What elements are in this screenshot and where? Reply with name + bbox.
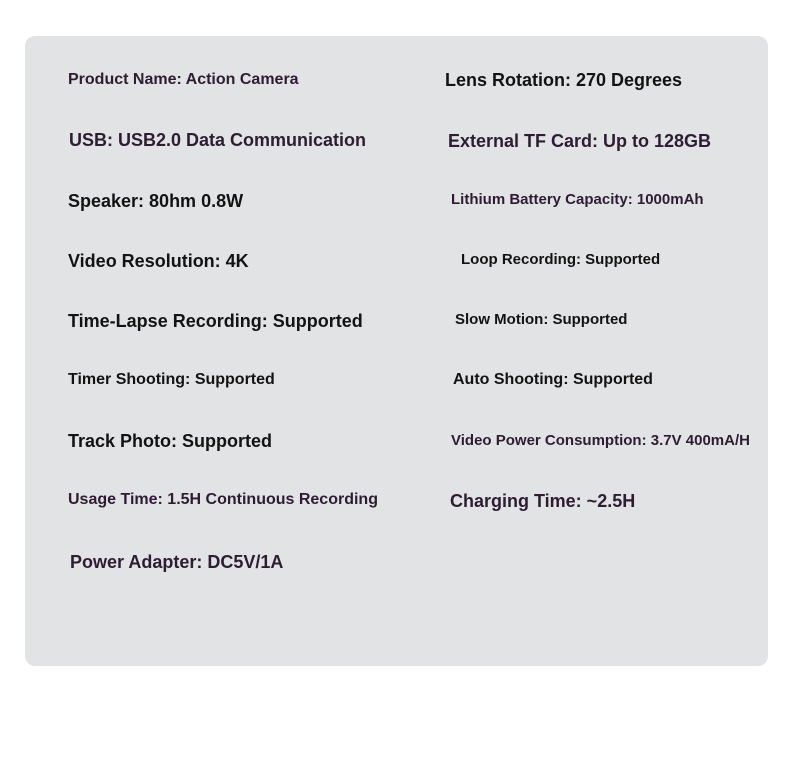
spec-track-photo: Track Photo: Supported [68,431,273,451]
spec-time-lapse: Time-Lapse Recording: Supported [68,311,363,331]
spec-slow-motion: Slow Motion: Supported [455,311,628,328]
spec-usb: USB: USB2.0 Data Communication [69,130,367,150]
spec-power-adapter: Power Adapter: DC5V/1A [70,552,284,572]
spec-timer-shooting: Timer Shooting: Supported [68,371,275,388]
spec-lens-rotation: Lens Rotation: 270 Degrees [445,70,683,90]
spec-video-resolution: Video Resolution: 4K [68,251,249,271]
spec-speaker: Speaker: 80hm 0.8W [68,191,244,211]
spec-video-power: Video Power Consumption: 3.7V 400mA/H [451,432,750,449]
spec-charging-time: Charging Time: ~2.5H [450,491,636,511]
spec-product-name: Product Name: Action Camera [68,71,299,88]
spec-battery-capacity: Lithium Battery Capacity: 1000mAh [451,191,704,208]
spec-loop-recording: Loop Recording: Supported [461,251,661,268]
spec-auto-shooting: Auto Shooting: Supported [453,371,653,388]
spec-external-tf-card: External TF Card: Up to 128GB [448,131,712,151]
spec-usage-time: Usage Time: 1.5H Continuous Recording [68,491,378,508]
